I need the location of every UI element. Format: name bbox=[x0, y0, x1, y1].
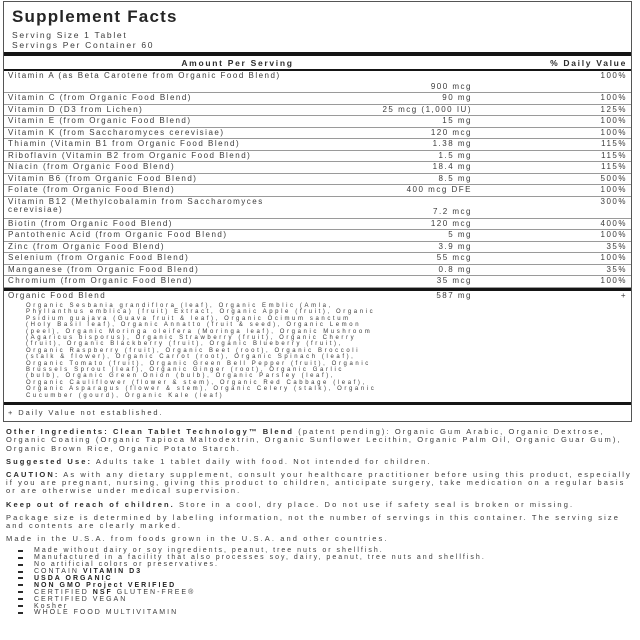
nutrient-amount: 35 mcg bbox=[436, 276, 472, 285]
blend-ingredient-list: Organic Sesbania grandiflora (leaf), Organic Emblic (Amla, Phyllanthus emblica) (fruit) Extract, Organic Apple (fruit), Organic Psidium guajava (Guava fruit & leaf), Organic Ocimum sanctum (Holy Basil leaf), Organic Annatto (fruit & seed), Organic Lemon (peel), Organic Moringa oleifera (Moringa leaf), Organic Mushroom (Agaricus bisporus), Organic Strawberry (fruit), Organic Cherry (fruit), Organic Blackberry (fruit), Organic Blueberry (fruit), Organic Raspberry (fruit), Organic Beet (root), Organic Broccoli (stalk & flower), Organic Carrot (root), Organic Spinach (leaf), Organic Tomato (fruit), Organic Green Bell Pepper (fruit), Organic Brussels Sprout (leaf), Organic Ginger (root), Organic Garlic (bulb), Organic Green Onion (bulb), Organic Parsley (leaf), Organic Cauliflower (flower & stem), Organic Red Cabbage (leaf), Organic Asparagus (flower & stem), Organic Celery (stalk), Organic Cucumber (gourd), Organic Kale (leaf) bbox=[26, 303, 377, 399]
list-item: Kosher bbox=[16, 604, 634, 611]
nutrient-amount: 120 mcg bbox=[430, 127, 472, 137]
nutrient-amount: 5 mg bbox=[448, 230, 472, 239]
list-item: Manufactured in a facility that also processes soy, dairy, peanut, tree nuts and shellfish. bbox=[16, 555, 634, 562]
nutrient-amount: 900 mcg bbox=[430, 81, 472, 91]
label-info-section bbox=[6, 428, 634, 617]
nutrient-name: Vitamin E (from Organic Food Blend) bbox=[8, 116, 192, 125]
nutrient-name: Selenium (from Organic Food Blend) bbox=[8, 253, 190, 262]
nutrient-amount: 1.38 mg bbox=[432, 139, 472, 148]
nutrient-name: Vitamin D (D3 from Lichen) bbox=[8, 104, 144, 114]
nutrient-row bbox=[4, 276, 631, 288]
nutrient-name: Folate (from Organic Food Blend) bbox=[8, 185, 176, 194]
nutrient-row bbox=[4, 151, 631, 163]
nutrient-amount: 8.5 mg bbox=[438, 173, 472, 183]
bullet-dash-icon bbox=[18, 584, 23, 586]
bullet-dash-icon bbox=[18, 591, 23, 593]
bullet-dash-icon bbox=[18, 550, 23, 552]
nutrient-amount: 90 mg bbox=[442, 93, 472, 102]
nutrient-amount: 55 mcg bbox=[436, 253, 472, 262]
nutrient-amount: 15 mg bbox=[442, 116, 472, 125]
nutrient-name: Thiamin (Vitamin B1 from Organic Food Blend) bbox=[8, 139, 241, 148]
suggested-use: Suggested Use: Adults take 1 tablet daily with food. Not intended for children. bbox=[6, 456, 432, 466]
claims-bullet-list bbox=[16, 548, 634, 617]
nutrient-daily-value: 400% bbox=[600, 218, 627, 228]
nutrient-row bbox=[4, 265, 631, 277]
nutrient-amount: 120 mcg bbox=[430, 218, 472, 228]
nutrient-row bbox=[4, 116, 631, 128]
nutrient-name: Riboflavin (Vitamin B2 from Organic Food Blend) bbox=[8, 150, 252, 160]
nutrient-daily-value: 35% bbox=[606, 241, 627, 251]
other-ingredients-label: Other Ingredients: Clean Tablet Technology™ Blend bbox=[6, 427, 295, 437]
nutrient-daily-value: 125% bbox=[600, 104, 627, 114]
nutrient-name: Manganese (from Organic Food Blend) bbox=[8, 264, 200, 274]
nutrient-daily-value: 100% bbox=[600, 185, 627, 194]
nutrient-row bbox=[4, 71, 631, 93]
list-item: Made without dairy or soy ingredients, peanut, tree nuts or shellfish. bbox=[16, 548, 634, 555]
panel-title: Supplement Facts bbox=[12, 7, 178, 26]
nutrient-row bbox=[4, 185, 631, 197]
list-item: CONTAIN VITAMIN D3 bbox=[16, 569, 634, 576]
nutrient-name: Biotin (from Organic Food Blend) bbox=[8, 218, 173, 228]
nutrient-amount: 1.5 mg bbox=[438, 150, 472, 160]
nutrient-daily-value: 100% bbox=[600, 71, 627, 80]
supplement-facts-panel bbox=[3, 1, 632, 422]
nutrient-amount: 25 mcg (1,000 IU) bbox=[382, 104, 472, 114]
bullet-dash-icon bbox=[18, 577, 23, 579]
nutrient-daily-value: 100% bbox=[600, 93, 627, 102]
nutrient-daily-value: 115% bbox=[601, 150, 627, 160]
nutrient-row bbox=[4, 197, 631, 219]
nutrient-row bbox=[4, 242, 631, 254]
nutrient-amount: 400 mcg DFE bbox=[406, 185, 472, 194]
nutrient-amount: 7.2 mcg bbox=[433, 207, 472, 216]
serving-info bbox=[12, 31, 623, 50]
nutrient-row bbox=[4, 174, 631, 186]
other-ingredients: Other Ingredients: Clean Tablet Technology™ Blend (patent pending): Organic Gum Arabic, Organic Dextrose, Organic Coating (Organic Tapioca Maltodextrin, Organic Sunflower Lecithin, Organic Palm Oil, Organic Guar Gum), Organic Brown Rice, Organic Potato Starch. bbox=[6, 427, 622, 453]
nutrient-name: Vitamin B12 (Methylcobalamin from Saccharomyces cerevisiae) bbox=[8, 196, 264, 214]
nutrient-daily-value: 500% bbox=[600, 173, 627, 183]
bullet-dash-icon bbox=[18, 564, 23, 566]
nutrient-daily-value: 100% bbox=[600, 230, 627, 239]
nutrient-daily-value: 115% bbox=[601, 139, 627, 148]
list-item: NON GMO Project VERIFIED bbox=[16, 583, 634, 590]
package-size-note: Package size is determined by labeling information, not the number of servings in this container. The serving size and contents are clearly marked. bbox=[6, 512, 621, 530]
nutrient-amount: 0.8 mg bbox=[438, 264, 472, 274]
nutrient-row bbox=[4, 230, 631, 242]
keep-label: Keep out of reach of children. bbox=[6, 499, 175, 509]
nutrient-row bbox=[4, 93, 631, 105]
caution: CAUTION: As with any dietary supplement, consult your healthcare practitioner before using this product, especially if you are pregnant, nursing, giving this product to children, anticipate surgery, take medication on a regular basis or are otherwise under medical supervision. bbox=[6, 469, 632, 496]
bullet-dash-icon bbox=[18, 571, 23, 573]
list-item: CERTIFIED VEGAN bbox=[16, 597, 634, 604]
nutrient-daily-value: 35% bbox=[606, 264, 627, 274]
nutrient-name: Vitamin K (from Saccharomyces cerevisiae) bbox=[8, 127, 225, 137]
column-header-daily-value: % Daily Value bbox=[550, 57, 627, 68]
column-header-amount: Amount Per Serving bbox=[181, 57, 294, 68]
nutrient-row bbox=[4, 219, 631, 231]
list-item: USDA ORGANIC bbox=[16, 576, 634, 583]
nutrient-row bbox=[4, 253, 631, 265]
nutrient-row bbox=[4, 162, 631, 174]
bullet-dash-icon bbox=[18, 598, 23, 600]
nutrient-daily-value: 115% bbox=[601, 162, 627, 171]
blend-amount: 587 mg bbox=[436, 290, 472, 300]
caution-label: CAUTION: bbox=[6, 469, 60, 479]
nutrient-daily-value: 100% bbox=[600, 253, 627, 262]
daily-value-footnote: + Daily Value not established. bbox=[4, 402, 631, 421]
nutrient-row bbox=[4, 105, 631, 117]
nutrient-name: Vitamin A (as Beta Carotene from Organic Food Blend) bbox=[8, 71, 281, 80]
nutrient-name: Vitamin B6 (from Organic Food Blend) bbox=[8, 173, 198, 183]
nutrient-name: Zinc (from Organic Food Blend) bbox=[8, 241, 166, 251]
nutrient-amount: 3.9 mg bbox=[438, 241, 472, 251]
nutrient-amount: 18.4 mg bbox=[432, 162, 472, 171]
nutrient-daily-value: 100% bbox=[600, 116, 627, 125]
blend-daily-value: + bbox=[620, 290, 627, 300]
nutrient-name: Pantothenic Acid (from Organic Food Blend) bbox=[8, 230, 228, 239]
bullet-dash-icon bbox=[18, 557, 23, 559]
list-item: No artificial colors or preservatives. bbox=[16, 562, 634, 569]
nutrient-name: Chromium (from Organic Food Blend) bbox=[8, 276, 193, 285]
bullet-dash-icon bbox=[18, 612, 23, 614]
nutrient-daily-value: 100% bbox=[600, 127, 627, 137]
nutrient-daily-value: 300% bbox=[600, 196, 627, 206]
bullet-dash-icon bbox=[18, 605, 23, 607]
blend-name: Organic Food Blend bbox=[8, 290, 107, 300]
organic-food-blend-row bbox=[4, 288, 631, 302]
nutrient-daily-value: 100% bbox=[600, 276, 627, 285]
nutrient-name: Vitamin C (from Organic Food Blend) bbox=[8, 93, 192, 102]
serving-size: Serving Size 1 Tablet bbox=[12, 30, 128, 40]
servings-per-container: Servings Per Container 60 bbox=[12, 39, 155, 50]
keep-out-of-reach: Keep out of reach of children. Store in a cool, dry place. Do not use if safety seal is broken or missing. bbox=[6, 499, 575, 509]
made-in-usa-note: Made in the U.S.A. from foods grown in the U.S.A. and other countries. bbox=[6, 534, 389, 544]
suggested-use-label: Suggested Use: bbox=[6, 456, 93, 466]
nutrient-row bbox=[4, 128, 631, 140]
nutrient-name: Niacin (from Organic Food Blend) bbox=[8, 162, 176, 171]
table-header bbox=[4, 52, 631, 71]
nutrient-row bbox=[4, 139, 631, 151]
list-item: CERTIFIED NSF GLUTEN-FREE® bbox=[16, 590, 634, 597]
list-item: WHOLE FOOD MULTIVITAMIN bbox=[16, 610, 634, 617]
